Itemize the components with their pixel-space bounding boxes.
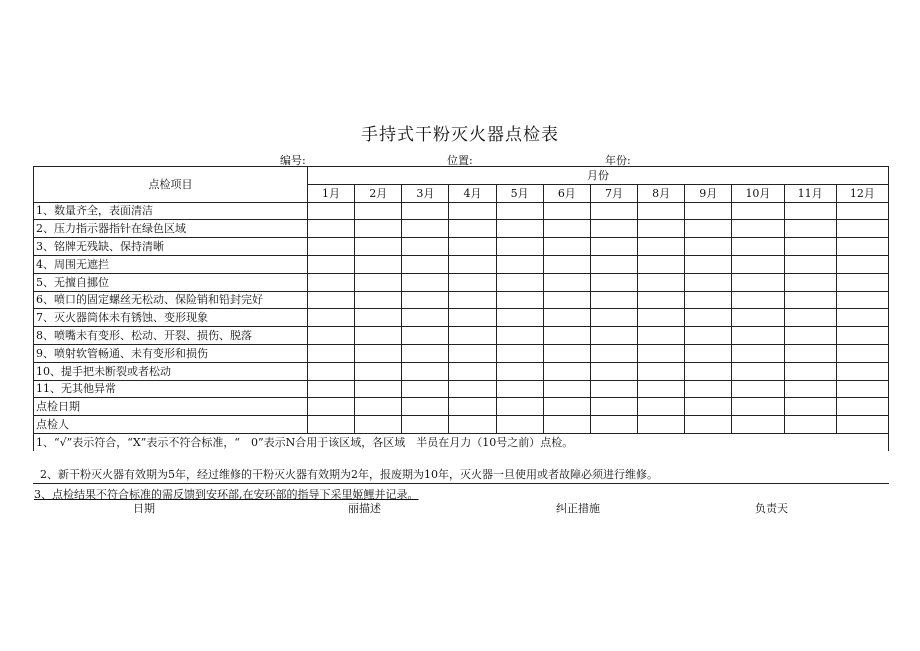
check-cell[interactable]: [638, 380, 685, 398]
check-cell[interactable]: [449, 362, 496, 380]
check-cell[interactable]: [590, 291, 637, 309]
check-cell[interactable]: [638, 398, 685, 416]
check-cell[interactable]: [732, 273, 784, 291]
check-cell[interactable]: [543, 380, 590, 398]
month-cell: 4月: [449, 184, 496, 202]
check-cell[interactable]: [784, 380, 836, 398]
check-cell[interactable]: [836, 238, 888, 256]
check-cell[interactable]: [784, 238, 836, 256]
check-cell[interactable]: [449, 416, 496, 434]
check-cell[interactable]: [449, 255, 496, 273]
check-cell[interactable]: [543, 273, 590, 291]
check-item-label: 11、无其他异常: [34, 380, 308, 398]
divider-line: [33, 483, 889, 484]
check-cell[interactable]: [355, 327, 402, 345]
check-cell[interactable]: [784, 362, 836, 380]
check-cell[interactable]: [543, 362, 590, 380]
check-cell[interactable]: [496, 238, 543, 256]
check-cell[interactable]: [496, 327, 543, 345]
check-cell[interactable]: [784, 416, 836, 434]
month-cell: 10月: [732, 184, 784, 202]
check-cell[interactable]: [449, 238, 496, 256]
check-cell[interactable]: [638, 327, 685, 345]
check-cell[interactable]: [685, 273, 732, 291]
note-row: [34, 433, 889, 450]
check-cell[interactable]: [784, 398, 836, 416]
table-row: [34, 255, 889, 273]
check-cell[interactable]: [402, 398, 449, 416]
check-item-label: 6、喷口的固定螺丝无松动、保险销和铅封完好: [34, 291, 308, 309]
note-2: 2、新干粉灭火器有效期为5年，经过维修的干粉灭火器有效期为2年，报废期为10年，灭火器一旦使用或者故障必须进行维修。: [40, 468, 658, 481]
check-cell[interactable]: [496, 362, 543, 380]
footer-description: 丽描述: [348, 502, 381, 515]
header-row: [34, 167, 889, 185]
check-cell[interactable]: [355, 291, 402, 309]
check-cell[interactable]: [543, 398, 590, 416]
check-cell[interactable]: [307, 291, 354, 309]
check-cell[interactable]: [355, 220, 402, 238]
check-cell[interactable]: [402, 238, 449, 256]
check-cell[interactable]: [638, 309, 685, 327]
table-row: [34, 327, 889, 345]
check-cell[interactable]: [732, 344, 784, 362]
check-cell[interactable]: [784, 291, 836, 309]
check-cell[interactable]: [307, 255, 354, 273]
check-item-label: 10、提手把未断裂或者松动: [34, 362, 308, 380]
check-cell[interactable]: [685, 398, 732, 416]
check-cell[interactable]: [732, 380, 784, 398]
month-cell: 1月: [307, 184, 354, 202]
footer-corrective-action: 纠正措施: [556, 502, 600, 515]
form-title: 手持式干粉灭火器点检表: [361, 125, 559, 145]
check-cell[interactable]: [590, 202, 637, 220]
check-cell[interactable]: [307, 398, 354, 416]
table-row: [34, 380, 889, 398]
month-cell: 11月: [784, 184, 836, 202]
table-row: [34, 416, 889, 434]
check-cell[interactable]: [402, 327, 449, 345]
check-cell[interactable]: [449, 273, 496, 291]
check-cell[interactable]: [836, 398, 888, 416]
check-cell[interactable]: [355, 380, 402, 398]
month-cell: 6月: [543, 184, 590, 202]
check-cell[interactable]: [449, 398, 496, 416]
check-cell[interactable]: [784, 309, 836, 327]
check-cell[interactable]: [638, 238, 685, 256]
check-cell[interactable]: [590, 380, 637, 398]
check-cell[interactable]: [355, 273, 402, 291]
check-item-label: 4、周围无遮拦: [34, 255, 308, 273]
check-cell[interactable]: [402, 380, 449, 398]
check-cell[interactable]: [496, 220, 543, 238]
check-cell[interactable]: [543, 309, 590, 327]
check-cell[interactable]: [685, 309, 732, 327]
check-cell[interactable]: [732, 398, 784, 416]
month-cell: 9月: [685, 184, 732, 202]
check-cell[interactable]: [402, 309, 449, 327]
check-cell[interactable]: [355, 344, 402, 362]
check-cell[interactable]: [685, 362, 732, 380]
check-cell[interactable]: [732, 291, 784, 309]
check-cell[interactable]: [355, 202, 402, 220]
check-cell[interactable]: [307, 273, 354, 291]
check-cell[interactable]: [449, 202, 496, 220]
check-cell[interactable]: [732, 362, 784, 380]
month-header: 月份: [307, 167, 888, 185]
number-label: 编号:: [280, 154, 306, 167]
check-cell[interactable]: [784, 344, 836, 362]
check-cell[interactable]: [685, 220, 732, 238]
check-cell[interactable]: [402, 344, 449, 362]
check-cell[interactable]: [355, 398, 402, 416]
note-3-text: 3、点检结果不符合标准的需反馈到安环部,在安环部的指导下采里姬鲤并记录。: [34, 488, 419, 501]
check-cell[interactable]: [732, 327, 784, 345]
table-row: [34, 309, 889, 327]
check-cell[interactable]: [638, 273, 685, 291]
footer-date: 日期: [133, 502, 155, 515]
check-cell[interactable]: [638, 202, 685, 220]
check-item-label: 1、数量齐全，表面清洁: [34, 202, 308, 220]
check-cell[interactable]: [496, 344, 543, 362]
check-item-label: 7、灭火器筒体未有锈蚀、变形现象: [34, 309, 308, 327]
check-cell[interactable]: [590, 255, 637, 273]
table-row: [34, 238, 889, 256]
check-cell[interactable]: [784, 327, 836, 345]
check-cell[interactable]: [543, 416, 590, 434]
check-cell[interactable]: [836, 344, 888, 362]
check-cell[interactable]: [836, 202, 888, 220]
check-cell[interactable]: [402, 291, 449, 309]
check-cell[interactable]: [543, 291, 590, 309]
check-item-label: 5、无擅自挪位: [34, 273, 308, 291]
check-cell[interactable]: [685, 380, 732, 398]
check-item-label: 8、喷嘴未有变形、松动、开裂、损伤、脱落: [34, 327, 308, 345]
table-row: [34, 362, 889, 380]
check-cell[interactable]: [449, 327, 496, 345]
check-cell[interactable]: [496, 380, 543, 398]
month-cell: 12月: [836, 184, 888, 202]
check-cell[interactable]: [590, 309, 637, 327]
check-cell[interactable]: [685, 291, 732, 309]
check-cell[interactable]: [836, 362, 888, 380]
note-1: 1、“√”表示符合，“X”表示不符合标准，“ 0”表示N合用于该区域，各区域 半员在月力（10号之前）点检。: [34, 433, 889, 450]
check-cell[interactable]: [685, 344, 732, 362]
check-cell[interactable]: [732, 416, 784, 434]
check-cell[interactable]: [355, 255, 402, 273]
check-cell[interactable]: [638, 344, 685, 362]
check-cell[interactable]: [836, 255, 888, 273]
check-cell[interactable]: [307, 220, 354, 238]
check-cell[interactable]: [732, 255, 784, 273]
check-cell[interactable]: [836, 220, 888, 238]
check-cell[interactable]: [543, 220, 590, 238]
table-row: [34, 273, 889, 291]
check-item-label: 2、压力指示器指针在绿色区域: [34, 220, 308, 238]
footer-owner: 负责天: [755, 502, 788, 515]
check-cell[interactable]: [543, 255, 590, 273]
check-cell[interactable]: [402, 273, 449, 291]
table-row: [34, 220, 889, 238]
check-cell[interactable]: [449, 380, 496, 398]
month-cell: 5月: [496, 184, 543, 202]
check-cell[interactable]: [496, 398, 543, 416]
check-cell[interactable]: [307, 202, 354, 220]
check-cell[interactable]: [496, 291, 543, 309]
check-cell[interactable]: [590, 327, 637, 345]
check-cell[interactable]: [307, 309, 354, 327]
check-cell[interactable]: [590, 398, 637, 416]
check-cell[interactable]: [784, 202, 836, 220]
check-cell[interactable]: [836, 273, 888, 291]
check-cell[interactable]: [307, 380, 354, 398]
month-cell: 7月: [590, 184, 637, 202]
check-cell[interactable]: [590, 238, 637, 256]
check-cell[interactable]: [496, 273, 543, 291]
check-cell[interactable]: [732, 202, 784, 220]
check-cell[interactable]: [402, 220, 449, 238]
check-cell[interactable]: [496, 416, 543, 434]
check-cell[interactable]: [638, 416, 685, 434]
check-item-label: 点检人: [34, 416, 308, 434]
check-cell[interactable]: [543, 327, 590, 345]
month-cell: 8月: [638, 184, 685, 202]
check-cell[interactable]: [590, 344, 637, 362]
check-cell[interactable]: [638, 291, 685, 309]
location-label: 位置:: [447, 154, 473, 167]
check-cell[interactable]: [732, 309, 784, 327]
check-cell[interactable]: [836, 309, 888, 327]
year-label: 年份:: [605, 154, 631, 167]
check-cell[interactable]: [784, 273, 836, 291]
check-cell[interactable]: [590, 273, 637, 291]
item-header: 点检项目: [34, 167, 308, 203]
check-cell[interactable]: [402, 255, 449, 273]
check-cell[interactable]: [685, 327, 732, 345]
check-cell[interactable]: [449, 220, 496, 238]
check-item-label: 点检日期: [34, 398, 308, 416]
check-cell[interactable]: [784, 220, 836, 238]
check-cell[interactable]: [638, 255, 685, 273]
check-cell[interactable]: [590, 362, 637, 380]
check-cell[interactable]: [590, 416, 637, 434]
check-cell[interactable]: [355, 309, 402, 327]
check-cell[interactable]: [355, 238, 402, 256]
month-cell: 2月: [355, 184, 402, 202]
check-cell[interactable]: [685, 255, 732, 273]
check-cell[interactable]: [685, 202, 732, 220]
check-cell[interactable]: [307, 416, 354, 434]
check-cell[interactable]: [449, 291, 496, 309]
check-cell[interactable]: [496, 255, 543, 273]
check-cell[interactable]: [836, 291, 888, 309]
check-cell[interactable]: [784, 255, 836, 273]
check-cell[interactable]: [638, 220, 685, 238]
check-cell[interactable]: [836, 327, 888, 345]
table-row: [34, 202, 889, 220]
check-cell[interactable]: [402, 202, 449, 220]
check-item-label: 3、铭牌无残缺、保持清晰: [34, 238, 308, 256]
check-cell[interactable]: [543, 202, 590, 220]
check-cell[interactable]: [685, 238, 732, 256]
check-cell[interactable]: [732, 238, 784, 256]
check-cell[interactable]: [685, 416, 732, 434]
table-row: [34, 291, 889, 309]
check-cell[interactable]: [355, 416, 402, 434]
check-cell[interactable]: [355, 362, 402, 380]
check-item-label: 9、喷射软管畅通、未有变形和损伤: [34, 344, 308, 362]
check-cell[interactable]: [543, 238, 590, 256]
check-cell[interactable]: [307, 238, 354, 256]
check-cell[interactable]: [590, 220, 637, 238]
table-row: [34, 344, 889, 362]
check-cell[interactable]: [496, 309, 543, 327]
table-row: [34, 398, 889, 416]
check-cell[interactable]: [402, 362, 449, 380]
check-cell[interactable]: [307, 344, 354, 362]
check-cell[interactable]: [496, 202, 543, 220]
check-cell[interactable]: [449, 309, 496, 327]
check-cell[interactable]: [836, 380, 888, 398]
month-cell: 3月: [402, 184, 449, 202]
check-cell[interactable]: [307, 362, 354, 380]
inspection-table: [33, 166, 889, 451]
check-cell[interactable]: [836, 416, 888, 434]
check-cell[interactable]: [543, 344, 590, 362]
check-cell[interactable]: [638, 362, 685, 380]
check-cell[interactable]: [449, 344, 496, 362]
check-cell[interactable]: [732, 220, 784, 238]
check-cell[interactable]: [307, 327, 354, 345]
check-cell[interactable]: [402, 416, 449, 434]
